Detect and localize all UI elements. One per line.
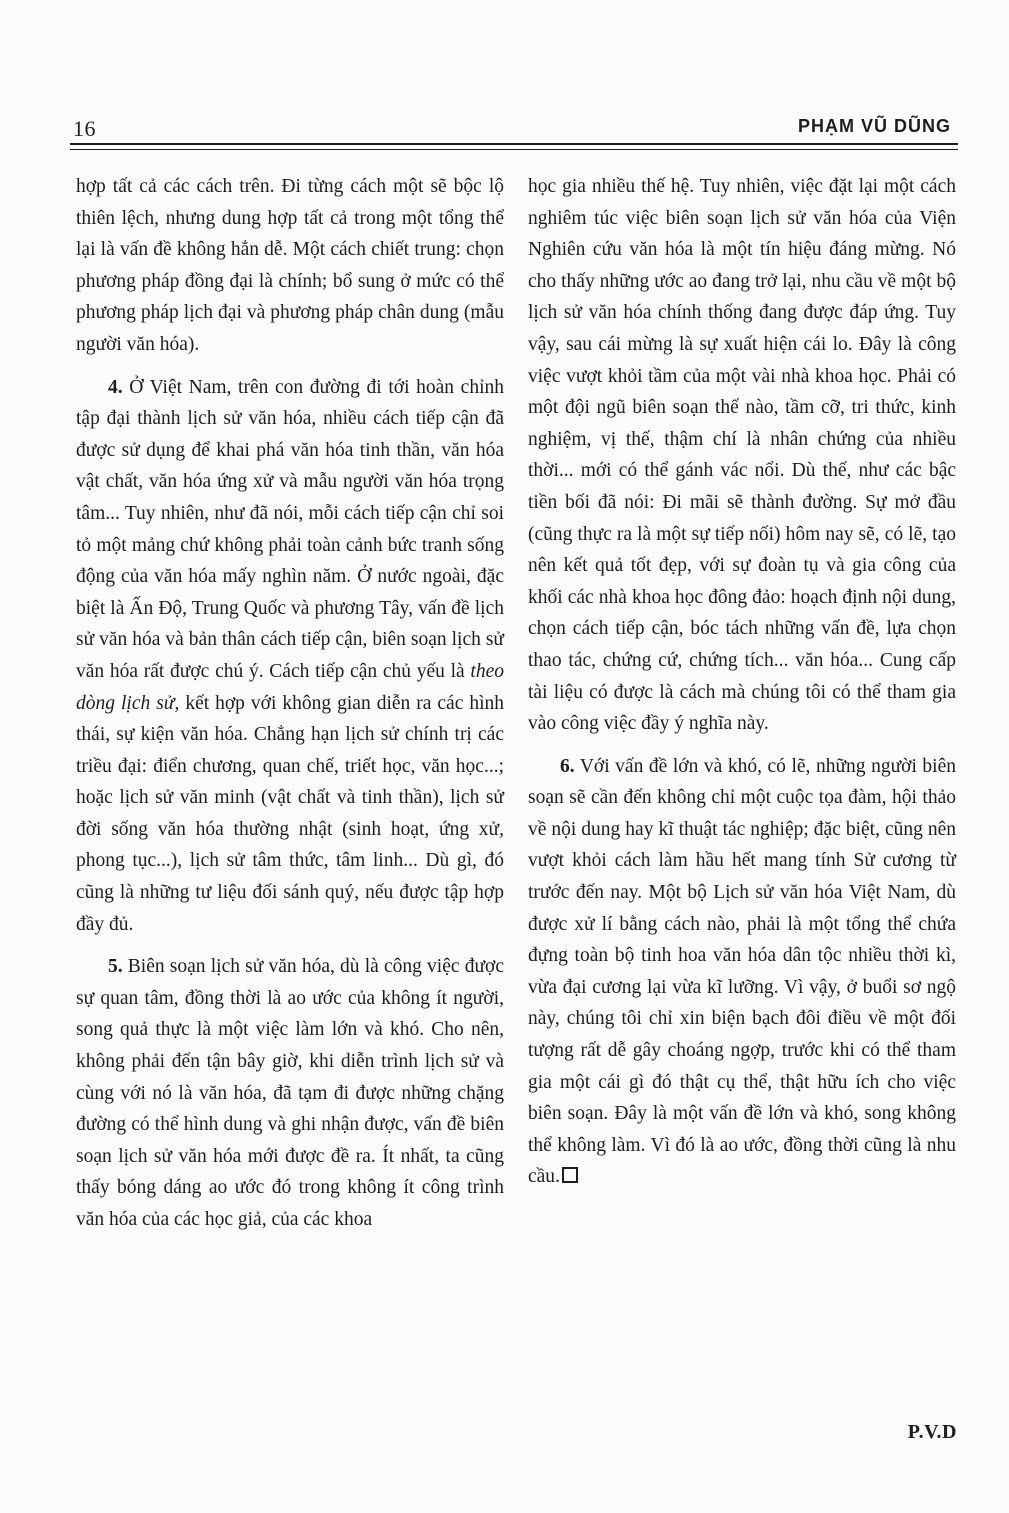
paragraph-number: 5. xyxy=(108,956,123,978)
paragraph-5 xyxy=(76,951,504,1235)
paragraph-continuation: hợp tất cả các cách trên. Đi từng cách một sẽ bộc lộ thiên lệch, nhưng dung hợp tất cả trong một tổng thể lại là vấn đề không hẳn dễ. Một cách chiết trung: chọn phương pháp đồng đại là chính; bổ sung ở mức có thể phương pháp lịch đại và phương pháp chân dung (mẫu người văn hóa). xyxy=(76,176,504,355)
paragraph-text: kết hợp với không gian diễn ra các hình thái, sự kiện văn hóa. Chẳng hạn lịch sử chính trị các triều đại: điển chương, quan chế, triết học, văn học...; hoặc lịch sử văn minh (vật chất và tinh thần), lịch sử đời sống văn hóa thường nhật (sinh hoạt, ứng xử, phong tục...), lịch sử tâm thức, tâm linh... Dù gì, đó cũng là những tư liệu đối sánh quý, nếu được tập hợp đầy đủ. xyxy=(76,692,505,935)
left-column xyxy=(76,171,504,1236)
paragraph-text: Biên soạn lịch sử văn hóa, dù là công việc được sự quan tâm, đồng thời là ao ước của không ít người, song quả thực là một việc làm lớn và khó. Cho nên, không phải đến tận bây giờ, khi diễn trình lịch sử và cùng với nó là văn hóa, đã tạm đi được những chặng đường có thể hình dung và ghi nhận được, vấn đề biên soạn lịch sử văn hóa mới được đề ra. Ít nhất, ta cũng thấy bóng dáng ao ước đó trong không ít công trình văn hóa của các học giả, của các khoa xyxy=(76,956,504,1230)
running-head-author: PHẠM VŨ DŨNG xyxy=(797,116,951,136)
end-mark-icon xyxy=(562,1167,578,1183)
italic-phrase: theo dòng lịch sử, xyxy=(76,660,504,714)
paragraph-number: 6. xyxy=(560,755,575,777)
paragraph-continuation: học gia nhiều thế hệ. Tuy nhiên, việc đặt lại một cách nghiêm túc việc biên soạn lịch sử văn hóa của Viện Nghiên cứu văn hóa là một tín hiệu đáng mừng. Nó cho thấy những ước ao đang trở lại, nhu cầu về một bộ lịch sử văn hóa chính thống đang được đáp ứng. Tuy vậy, sau cái mừng là sự xuất hiện cái lo. Đây là công việc vượt khỏi tầm của một vài nhà khoa học. Phải có một đội ngũ biên soạn thế nào, tầm cỡ, tri thức, kinh nghiệm, vị thế, thậm chí là nhân chứng của nhiều thời... mới có thể gánh vác nổi. Dù thế, như các bậc tiền bối đã nói: Đi mãi sẽ thành đường. Sự mở đầu (cũng thực ra là một sự tiếp nối) hôm nay sẽ, có lẽ, tạo nên kết quả tốt đẹp, với sự đoàn tụ và gia công của khối các nhà khoa học đông đảo: hoạch định nội dung, chọn cách tiếp cận, bóc tách những vấn đề, lựa chọn thao tác, chứng cứ, chứng tích... văn hóa... Cung cấp tài liệu có được là cách mà chúng tôi có thể tham gia vào công việc đầy ý nghĩa này. xyxy=(528,176,956,735)
paragraph-6 xyxy=(528,751,956,1193)
right-column xyxy=(528,171,956,1193)
paragraph-text: Với vấn đề lớn và khó, có lẽ, những người biên soạn sẽ cần đến không chỉ một cuộc tọa đàm, hội thảo về nội dung hay kĩ thuật tác nghiệp; đặc biệt, cũng nên vượt khỏi cách làm hầu hết mang tính Sử cương từ trước đến nay. Một bộ Lịch sử văn hóa Việt Nam, dù được xử lí bằng cách nào, phải là một tổng thể chứa đựng toàn bộ tinh hoa văn hóa dân tộc nhiều thời kì, vừa đại cương lại vừa kĩ lưỡng. Vì vậy, ở buổi sơ ngộ này, chúng tôi chỉ xin biện bạch đôi điều về một đối tượng rất dễ gây choáng ngợp, trước khi có thể tham gia một cái gì đó thật cụ thể, thật hữu ích cho việc biên soạn. Đây là một vấn đề lớn và khó, song không thể không làm. Vì đó là ao ước, đồng thời cũng là nhu cầu. xyxy=(528,755,956,1188)
paragraph-4 xyxy=(76,372,504,941)
header-rule-thin xyxy=(70,149,958,150)
author-signature: P.V.D xyxy=(907,1421,957,1443)
header-rule-thick xyxy=(70,143,958,145)
paragraph-text: Ở Việt Nam, trên con đường đi tới hoàn chỉnh tập đại thành lịch sử văn hóa, nhiều cách tiếp cận đã được sử dụng để khai phá văn hóa tinh thần, văn hóa vật chất, văn hóa ứng xử và mẫu người văn hóa trọng tâm... Tuy nhiên, như đã nói, mỗi cách tiếp cận chỉ soi tỏ một mảng chứ không phải toàn cảnh bức tranh sống động của văn hóa mấy nghìn năm. Ở nước ngoài, đặc biệt là Ấn Độ, Trung Quốc và phương Tây, vấn đề lịch sử văn hóa và bản thân cách tiếp cận, biên soạn lịch sử văn hóa rất được chú ý. Cách tiếp cận chủ yếu là xyxy=(76,376,504,682)
page-number: 16 xyxy=(73,116,96,141)
paragraph-number: 4. xyxy=(108,376,123,398)
